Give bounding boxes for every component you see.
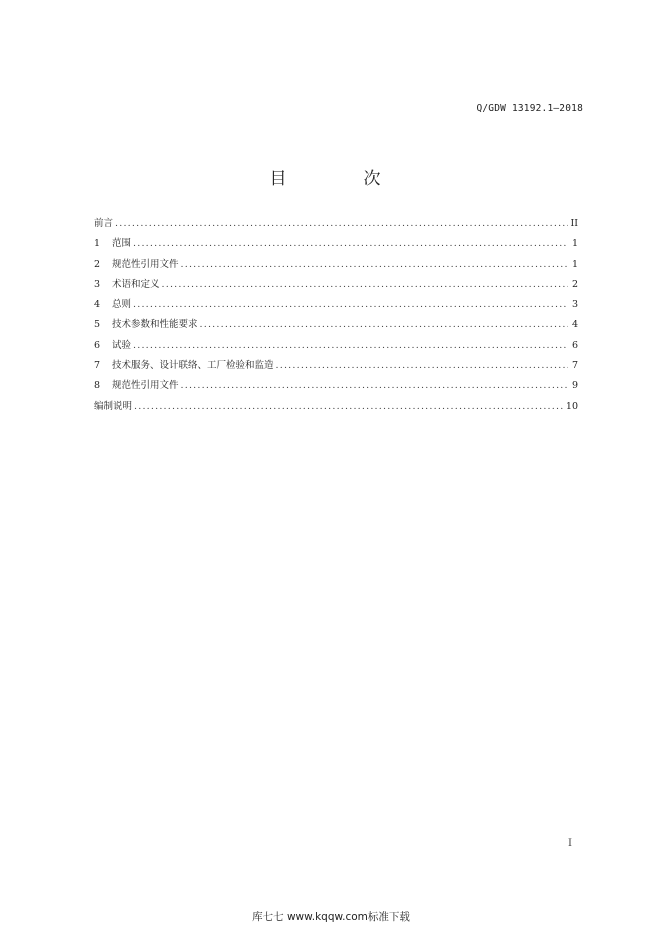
document-code: Q/GDW 13192.1—2018: [476, 103, 583, 114]
toc-entry-general[interactable]: [94, 296, 578, 316]
toc-entry-page: 3: [571, 299, 578, 311]
toc-entry-number: 6: [94, 339, 101, 351]
toc-entry-label: 术语和定义: [112, 278, 160, 290]
toc-entry-label: 范围: [112, 238, 132, 250]
toc-leader-dots: [133, 238, 568, 249]
toc-entry-normative-references-2[interactable]: [94, 377, 578, 397]
toc-entry-page: 10: [565, 400, 578, 412]
toc-entry-page: 9: [571, 380, 578, 392]
toc-entry-technical-parameters[interactable]: [94, 316, 578, 336]
toc-entry-page: 1: [571, 238, 578, 250]
toc-entry-tests[interactable]: [94, 337, 578, 357]
toc-title: 目 次: [269, 169, 411, 189]
toc-leader-dots: [200, 319, 568, 330]
toc-entry-label: 技术参数和性能要求: [112, 319, 198, 331]
toc-entry-page: 4: [571, 319, 578, 331]
toc-entry-page: 7: [571, 360, 578, 372]
page-number: I: [568, 838, 572, 849]
toc-leader-dots: [276, 360, 568, 371]
toc-entry-normative-references[interactable]: [94, 256, 578, 276]
toc-leader-dots: [133, 299, 568, 310]
toc-entry-compilation-notes[interactable]: [94, 398, 578, 418]
toc-entry-number: 8: [94, 380, 101, 392]
toc-entry-number: 2: [94, 258, 101, 270]
toc-entry-number: 4: [94, 299, 101, 311]
toc-entry-label: 技术服务、设计联络、工厂检验和监造: [112, 360, 274, 372]
toc-leader-dots: [181, 259, 568, 270]
toc-entry-label: 总则: [112, 299, 132, 311]
toc-entry-page: II: [570, 218, 578, 229]
toc-entry-label: 规范性引用文件: [112, 258, 179, 270]
toc-leader-dots: [134, 401, 564, 412]
toc-entry-number: 7: [94, 360, 101, 372]
table-of-contents: [94, 215, 578, 418]
toc-entry-number: 5: [94, 319, 101, 331]
toc-leader-dots: [115, 218, 568, 229]
toc-entry-label: 前言: [94, 218, 114, 229]
toc-leader-dots: [181, 380, 568, 391]
toc-leader-dots: [162, 279, 568, 290]
toc-entry-label: 编制说明: [94, 400, 133, 412]
toc-entry-terms-definitions[interactable]: [94, 276, 578, 296]
toc-entry-page: 6: [571, 339, 578, 351]
toc-entry-page: 1: [571, 258, 578, 270]
toc-entry-label: 试验: [112, 339, 132, 351]
toc-entry-technical-services[interactable]: [94, 357, 578, 377]
toc-leader-dots: [133, 340, 568, 351]
toc-entry-page: 2: [571, 278, 578, 290]
toc-entry-scope[interactable]: [94, 235, 578, 255]
toc-entry-number: 1: [94, 238, 101, 250]
toc-entry-foreword[interactable]: [94, 215, 578, 235]
footer-watermark: 库七七 www.kqqw.com标准下载: [252, 911, 410, 923]
toc-entry-number: 3: [94, 278, 101, 290]
toc-entry-label: 规范性引用文件: [112, 380, 179, 392]
